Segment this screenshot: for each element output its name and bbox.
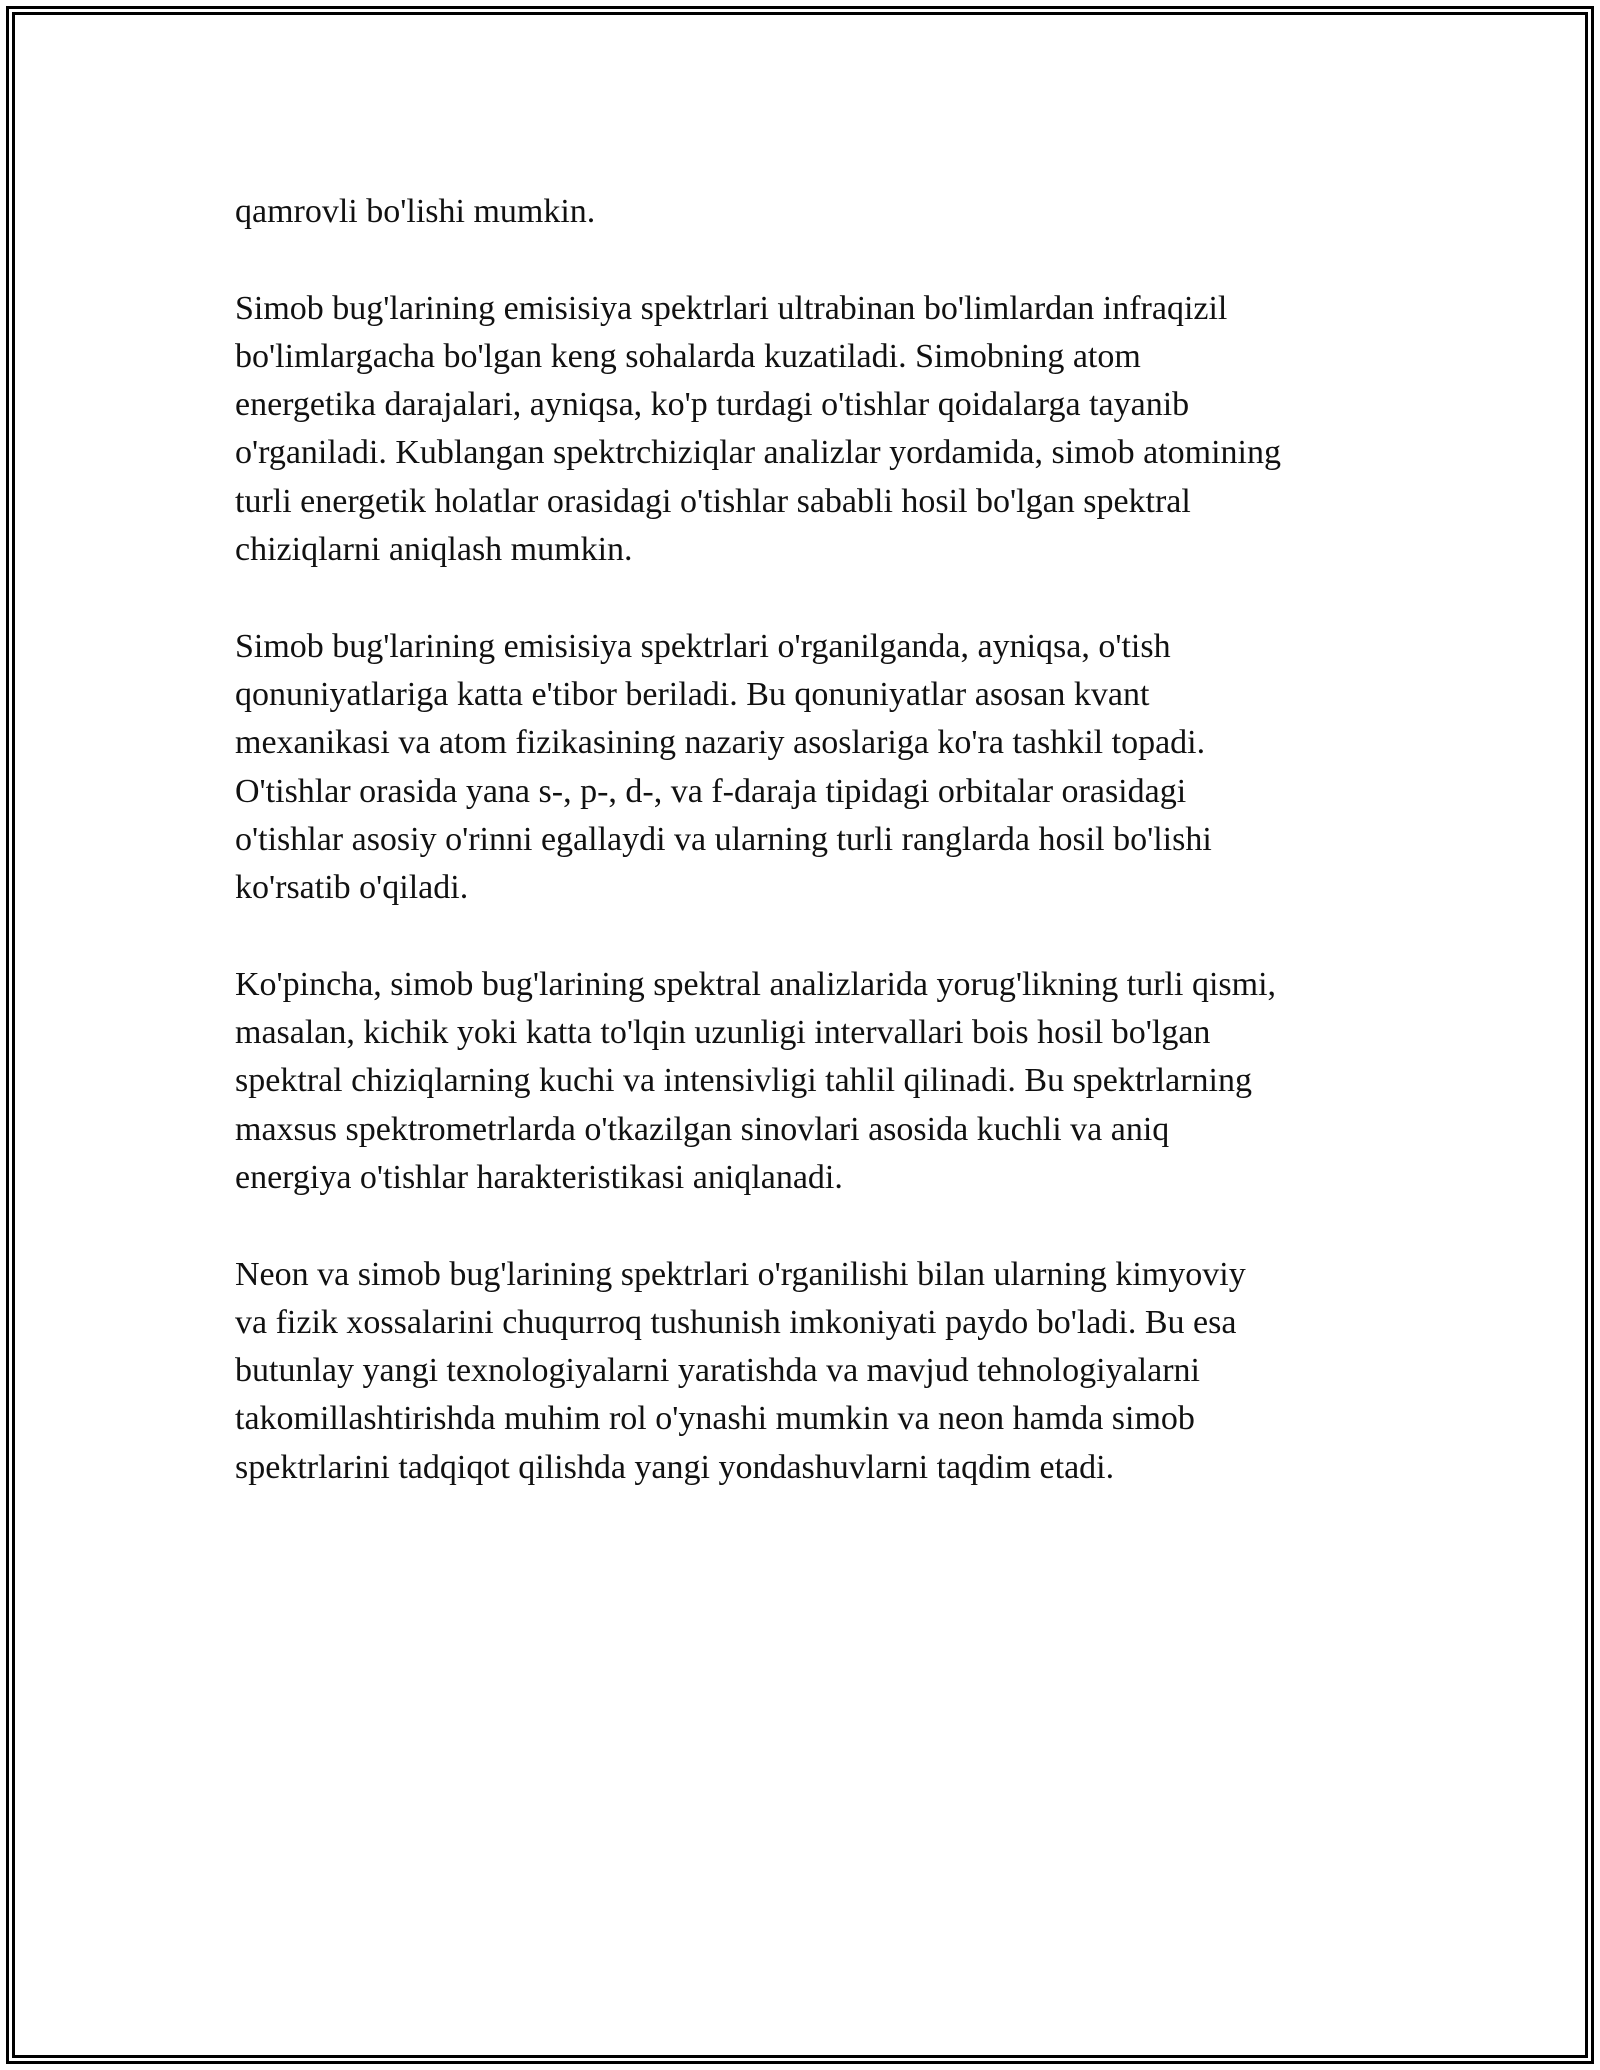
text-line: takomillashtirishda muhim rol o'ynashi mumkin va neon hamda simob xyxy=(235,1400,1195,1438)
text-line: Simob bug'larining emisisiya spektrlari ultrabinan bo'limlardan infraqizil xyxy=(235,289,1228,327)
text-line: mexanikasi va atom fizikasining nazariy asoslariga ko'ra tashkil topadi. xyxy=(235,724,1206,762)
text-line: ko'rsatib o'qiladi. xyxy=(235,869,469,907)
text-line: o'rganiladi. Kublangan spektrchiziqlar analizlar yordamida, simob atomining xyxy=(235,434,1281,472)
text-line: qamrovli bo'lishi mumkin. xyxy=(235,193,596,230)
text-line: butunlay yangi texnologiyalarni yaratishda va mavjud tehnologiyalarni xyxy=(235,1352,1200,1390)
text-line: va fizik xossalarini chuqurroq tushunish imkoniyati paydo bo'ladi. Bu esa xyxy=(235,1303,1237,1341)
text-line: bo'limlargacha bo'lgan keng sohalarda kuzatiladi. Simobning atom xyxy=(235,337,1141,375)
paragraph xyxy=(235,1251,1385,1492)
text-line: turli energetik holatlar orasidagi o'tishlar sababli hosil bo'lgan spektral xyxy=(235,482,1191,520)
paragraph xyxy=(235,188,1385,236)
text-line: energiya o'tishlar harakteristikasi aniqlanadi. xyxy=(235,1158,843,1196)
text-line: o'tishlar asosiy o'rinni egallaydi va ularning turli ranglarda hosil bo'lishi xyxy=(235,820,1212,858)
paragraph xyxy=(235,285,1385,575)
paragraph xyxy=(235,961,1385,1202)
text-line: qonuniyatlariga katta e'tibor beriladi. Bu qonuniyatlar asosan kvant xyxy=(235,675,1150,713)
text-line: maxsus spektrometrlarda o'tkazilgan sinovlari asosida kuchli va aniq xyxy=(235,1110,1170,1148)
text-line: spektral chiziqlarning kuchi va intensivligi tahlil qilinadi. Bu spektrlarning xyxy=(235,1062,1252,1100)
text-line: Neon va simob bug'larining spektrlari o'rganilishi bilan ularning kimyoviy xyxy=(235,1255,1246,1293)
document-body xyxy=(235,188,1385,1492)
text-line: energetika darajalari, ayniqsa, ko'p turdagi o'tishlar qoidalarga tayanib xyxy=(235,386,1190,424)
text-line: Ko'pincha, simob bug'larining spektral analizlarida yorug'likning turli qismi, xyxy=(235,965,1277,1003)
text-line: spektrlarini tadqiqot qilishda yangi yondashuvlarni taqdim etadi. xyxy=(235,1448,1115,1486)
text-line: masalan, kichik yoki katta to'lqin uzunligi intervallari bois hosil bo'lgan xyxy=(235,1014,1211,1052)
text-line: chiziqlarni aniqlash mumkin. xyxy=(235,531,633,569)
paragraph xyxy=(235,623,1385,913)
text-line: Simob bug'larining emisisiya spektrlari o'rganilganda, ayniqsa, o'tish xyxy=(235,627,1171,665)
text-line: O'tishlar orasida yana s-, p-, d-, va f-daraja tipidagi orbitalar orasidagi xyxy=(235,772,1187,810)
